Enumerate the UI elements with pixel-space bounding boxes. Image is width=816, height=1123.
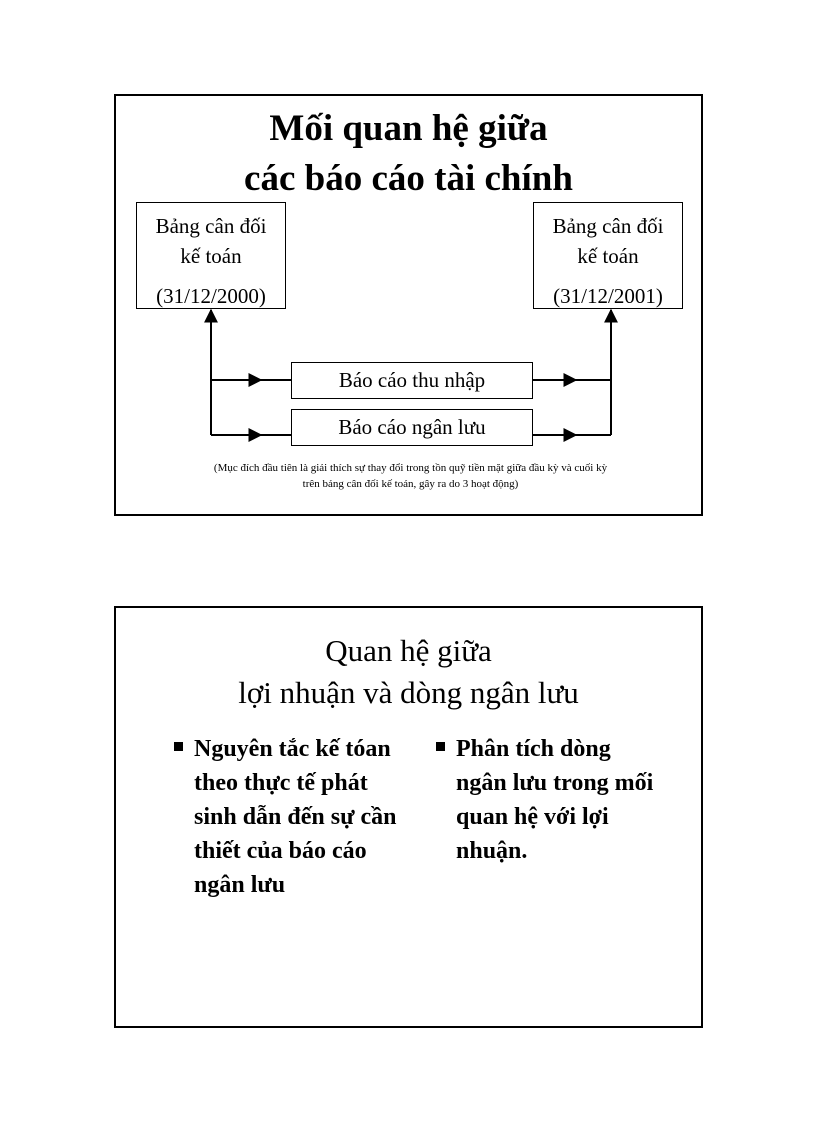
box-label-line-1: Bảng cân đối (552, 214, 664, 238)
slide-note (136, 460, 685, 492)
cash-flow-statement-box: Báo cáo ngân lưu (291, 409, 533, 446)
title-line-2: các báo cáo tài chính (244, 158, 573, 199)
title-line-1: Quan hệ giữa (325, 633, 492, 668)
box-date: (31/12/2001) (553, 284, 663, 308)
note-line-1: (Mục đích đầu tiên là giải thích sự thay đổi trong tồn quỹ tiền mặt giữa đầu kỳ và cuối kỳ (213, 462, 608, 474)
box-label-line-1: Bảng cân đối (155, 214, 267, 238)
slide-profit-cashflow-relationship (114, 606, 703, 1028)
box-label-line-2: kế toán (577, 244, 639, 268)
square-bullet-icon (174, 742, 183, 751)
balance-sheet-2000-box (136, 202, 286, 309)
slide-financial-statements-relationship (114, 94, 703, 516)
bullet-text: Phân tích dòng ngân lưu trong mối quan hệ với lợi nhuận. (456, 736, 654, 864)
balance-sheet-2001-box (533, 202, 683, 309)
note-line-2: trên bảng cân đối kế toán, gây ra do 3 hoạt động) (302, 478, 519, 490)
box-date: (31/12/2000) (156, 284, 266, 308)
title-line-1: Mối quan hệ giữa (269, 108, 548, 149)
slide-title (116, 630, 701, 714)
square-bullet-icon (436, 742, 445, 751)
box-label-line-2: kế toán (180, 244, 242, 268)
title-line-2: lợi nhuận và dòng ngân lưu (238, 675, 579, 710)
bullet-item-cashflow-analysis (436, 732, 666, 868)
bullet-item-accrual-principle (174, 732, 414, 902)
bullet-text: Nguyên tắc kế tóan theo thực tế phát sinh dẫn đến sự cần thiết của báo cáo ngân lưu (194, 736, 397, 898)
income-statement-box: Báo cáo thu nhập (291, 362, 533, 399)
